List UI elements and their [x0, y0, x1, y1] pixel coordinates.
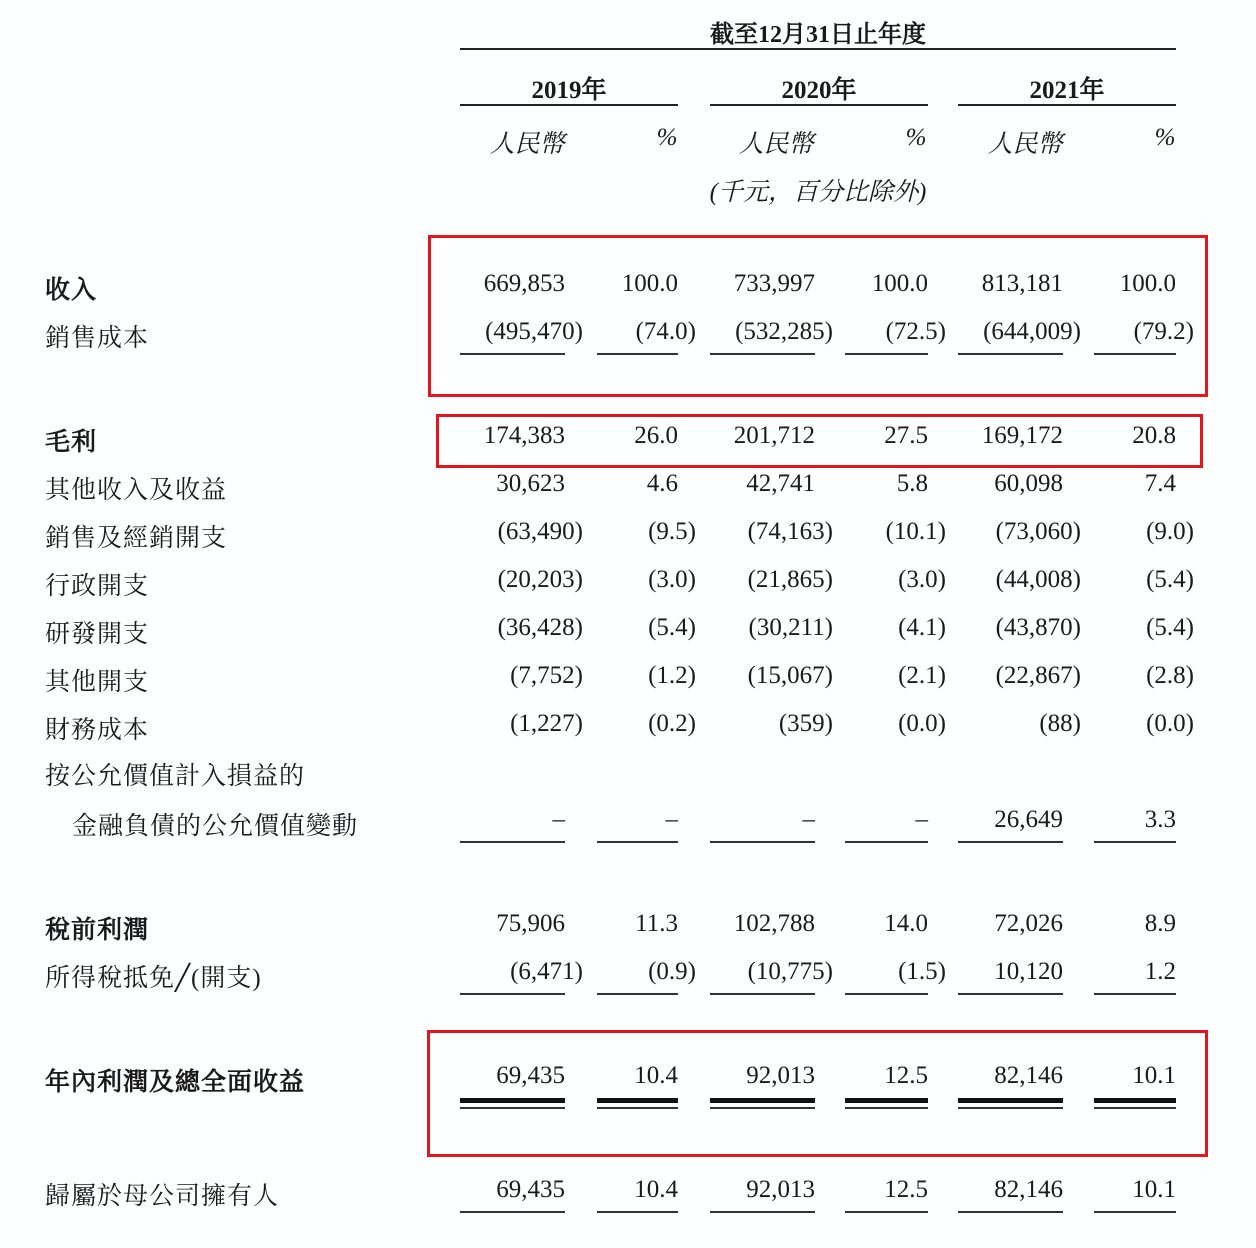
amount-cell: 82,146 — [994, 1176, 1063, 1203]
percent-cell: (2.8) — [1146, 662, 1194, 689]
percent-cell: (3.0) — [898, 566, 946, 593]
percent-cell: (9.5) — [648, 518, 696, 545]
underline — [710, 1211, 815, 1213]
amount-cell: 669,853 — [483, 270, 565, 297]
percent-cell: (5.4) — [648, 614, 696, 641]
percent-cell: (0.2) — [648, 710, 696, 737]
amount-cell: (20,203) — [497, 566, 583, 593]
period-title: 截至12月31日止年度 — [710, 22, 926, 48]
percent-cell: (72.5) — [885, 318, 946, 345]
underline — [845, 1211, 928, 1213]
underline — [460, 1211, 565, 1213]
percent-cell: (5.4) — [1146, 614, 1194, 641]
percent-cell: 11.3 — [635, 910, 678, 937]
underline — [845, 841, 928, 843]
row-label: 毛利 — [45, 429, 98, 456]
percent-cell: (1.2) — [648, 662, 696, 689]
year-rule — [460, 104, 678, 106]
amount-cell: (644,009) — [983, 318, 1081, 345]
amount-cell: 30,623 — [496, 470, 565, 497]
percent-cell: – — [665, 806, 678, 833]
amount-cell: (44,008) — [995, 566, 1081, 593]
percent-cell: 20.8 — [1132, 422, 1176, 449]
year-2020-header: 2020年 — [781, 77, 857, 104]
percent-label: % — [1154, 124, 1176, 151]
amount-cell: (532,285) — [735, 318, 833, 345]
percent-cell: 14.0 — [884, 910, 928, 937]
percent-cell: (1.5) — [898, 958, 946, 985]
underline — [1094, 841, 1176, 843]
header-rule — [460, 48, 1176, 50]
amount-cell: 75,906 — [496, 910, 565, 937]
year-rule — [710, 104, 928, 106]
percent-cell: (2.1) — [898, 662, 946, 689]
percent-cell: (9.0) — [1146, 518, 1194, 545]
percent-cell: (0.0) — [1146, 710, 1194, 737]
percent-cell: 10.1 — [1132, 1176, 1176, 1203]
underline — [845, 993, 928, 995]
amount-cell: (73,060) — [995, 518, 1081, 545]
amount-cell: – — [552, 806, 565, 833]
highlight-box-gross-profit — [436, 414, 1203, 468]
underline — [597, 841, 678, 843]
amount-cell: (30,211) — [748, 614, 833, 641]
amount-cell: 69,435 — [496, 1176, 565, 1203]
row-label: 銷售成本 — [45, 325, 150, 352]
percent-cell: 10.1 — [1132, 1062, 1176, 1089]
underline — [958, 1211, 1063, 1213]
currency-label: 人民幣 — [738, 131, 814, 158]
percent-cell: (79.2) — [1133, 318, 1194, 345]
underline — [710, 841, 815, 843]
percent-cell: 1.2 — [1144, 958, 1176, 985]
underline — [1094, 993, 1176, 995]
percent-label: % — [656, 124, 678, 151]
percent-cell: 26.0 — [634, 422, 678, 449]
row-label: 年內利潤及總全面收益 — [45, 1069, 306, 1096]
amount-cell: 174,383 — [483, 422, 565, 449]
amount-cell: 42,741 — [746, 470, 815, 497]
percent-cell: 12.5 — [884, 1176, 928, 1203]
amount-cell: (43,870) — [995, 614, 1081, 641]
currency-label: 人民幣 — [987, 131, 1063, 158]
amount-cell: 201,712 — [733, 422, 815, 449]
percent-cell: 10.4 — [634, 1176, 678, 1203]
underline — [710, 993, 815, 995]
underline — [958, 841, 1063, 843]
amount-cell: 26,649 — [994, 806, 1063, 833]
row-label: 研發開支 — [45, 621, 150, 648]
amount-cell: (22,867) — [995, 662, 1081, 689]
amount-cell: (6,471) — [510, 958, 583, 985]
unit-note: (千元，百分比除外) — [709, 179, 927, 206]
underline — [597, 993, 678, 995]
amount-cell: 813,181 — [981, 270, 1063, 297]
amount-cell: (10,775) — [747, 958, 833, 985]
row-label: 財務成本 — [45, 717, 150, 744]
percent-cell: 3.3 — [1144, 806, 1176, 833]
amount-cell: 82,146 — [994, 1062, 1063, 1089]
percent-cell: 27.5 — [884, 422, 928, 449]
percent-cell: (5.4) — [1146, 566, 1194, 593]
amount-cell: (1,227) — [510, 710, 583, 737]
percent-cell: 5.8 — [896, 470, 928, 497]
percent-cell: 8.9 — [1144, 910, 1176, 937]
year-rule — [958, 104, 1176, 106]
amount-cell: 92,013 — [746, 1176, 815, 1203]
percent-cell: (3.0) — [648, 566, 696, 593]
percent-cell: (4.1) — [898, 614, 946, 641]
amount-cell: (359) — [778, 710, 833, 737]
underline — [460, 993, 565, 995]
highlight-box-net-profit — [427, 1030, 1208, 1157]
amount-cell: (7,752) — [510, 662, 583, 689]
percent-cell: (0.9) — [648, 958, 696, 985]
amount-cell: (15,067) — [747, 662, 833, 689]
year-2021-header: 2021年 — [1029, 77, 1105, 104]
row-label: 稅前利潤 — [45, 917, 150, 944]
percent-cell: 100.0 — [871, 270, 928, 297]
percent-cell: 100.0 — [621, 270, 678, 297]
row-label: 收入 — [45, 277, 98, 304]
amount-cell: (88) — [1039, 710, 1081, 737]
amount-cell: 10,120 — [994, 958, 1063, 985]
percent-cell: (0.0) — [898, 710, 946, 737]
underline — [597, 1211, 678, 1213]
underline — [1094, 1211, 1176, 1213]
percent-label: % — [905, 124, 927, 151]
currency-label: 人民幣 — [489, 131, 565, 158]
percent-cell: 100.0 — [1119, 270, 1176, 297]
amount-cell: (74,163) — [747, 518, 833, 545]
amount-cell: 733,997 — [733, 270, 815, 297]
amount-cell: 72,026 — [994, 910, 1063, 937]
row-label: 其他開支 — [45, 669, 150, 696]
row-label: 其他收入及收益 — [45, 477, 228, 504]
percent-cell: 10.4 — [634, 1062, 678, 1089]
amount-cell: (36,428) — [497, 614, 583, 641]
percent-cell: (10.1) — [885, 518, 946, 545]
amount-cell: (63,490) — [497, 518, 583, 545]
amount-cell: 169,172 — [981, 422, 1063, 449]
underline — [958, 993, 1063, 995]
row-label: 銷售及經銷開支 — [45, 525, 228, 552]
amount-cell: 102,788 — [733, 910, 815, 937]
amount-cell: 60,098 — [994, 470, 1063, 497]
amount-cell: 92,013 — [746, 1062, 815, 1089]
amount-cell: – — [802, 806, 815, 833]
percent-cell: 4.6 — [646, 470, 678, 497]
row-label: 行政開支 — [45, 573, 150, 600]
row-label: 所得稅抵免╱(開支) — [45, 965, 262, 992]
row-label: 歸屬於母公司擁有人 — [45, 1183, 280, 1210]
amount-cell: 69,435 — [496, 1062, 565, 1089]
percent-cell: 7.4 — [1144, 470, 1176, 497]
row-label: 按公允價值計入損益的 — [45, 763, 306, 790]
percent-cell: (74.0) — [635, 318, 696, 345]
amount-cell: (21,865) — [747, 566, 833, 593]
percent-cell: 12.5 — [884, 1062, 928, 1089]
year-2019-header: 2019年 — [531, 77, 607, 104]
percent-cell: – — [915, 806, 928, 833]
amount-cell: (495,470) — [485, 318, 583, 345]
highlight-box-revenue — [428, 235, 1208, 397]
row-label: 金融負債的公允價值變動 — [72, 813, 359, 840]
underline — [460, 841, 565, 843]
